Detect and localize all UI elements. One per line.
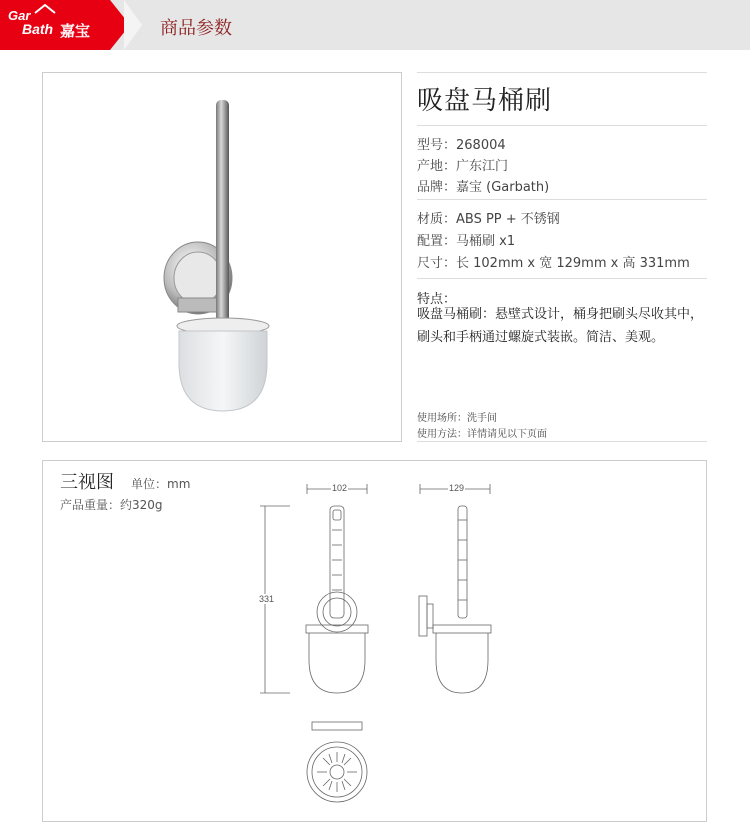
- usage-method: 使用方法：详情请见以下页面: [417, 429, 547, 440]
- size-row: 尺寸：长 102mm x 宽 129mm x 高 331mm: [417, 256, 690, 271]
- logo-text-cn: 嘉宝: [60, 22, 91, 40]
- material-row: 材质：ABS PP + 不锈钢: [417, 212, 560, 227]
- section-title: 商品参数: [160, 18, 232, 39]
- logo-text-bath: Bath: [22, 21, 54, 37]
- weight-label: 产品重量：约320g: [60, 498, 163, 512]
- usage-place: 使用场所：洗手间: [417, 413, 497, 424]
- brand-row: 品牌：嘉宝 (Garbath): [417, 180, 550, 195]
- unit-label: 单位：mm: [131, 477, 191, 491]
- origin-row: 产地：广东江门: [417, 159, 509, 174]
- three-view-title: 三视图: [60, 472, 114, 493]
- logo-text-gar: Gar: [8, 8, 31, 23]
- product-name: 吸盘马桶刷: [417, 86, 553, 116]
- dim-width-label: 102: [332, 483, 348, 493]
- features-title: 特点：: [417, 292, 457, 307]
- model-row: 型号：268004: [417, 138, 506, 153]
- dim-height-label: 331: [259, 594, 275, 604]
- config-row: 配置：马桶刷 x1: [417, 234, 516, 249]
- dim-depth-label: 129: [449, 483, 465, 493]
- features-text: 吸盘马桶刷：悬壁式设计，桶身把刷头尽收其中，刷头和手柄通过螺旋式装嵌。简洁、美观。: [417, 307, 704, 345]
